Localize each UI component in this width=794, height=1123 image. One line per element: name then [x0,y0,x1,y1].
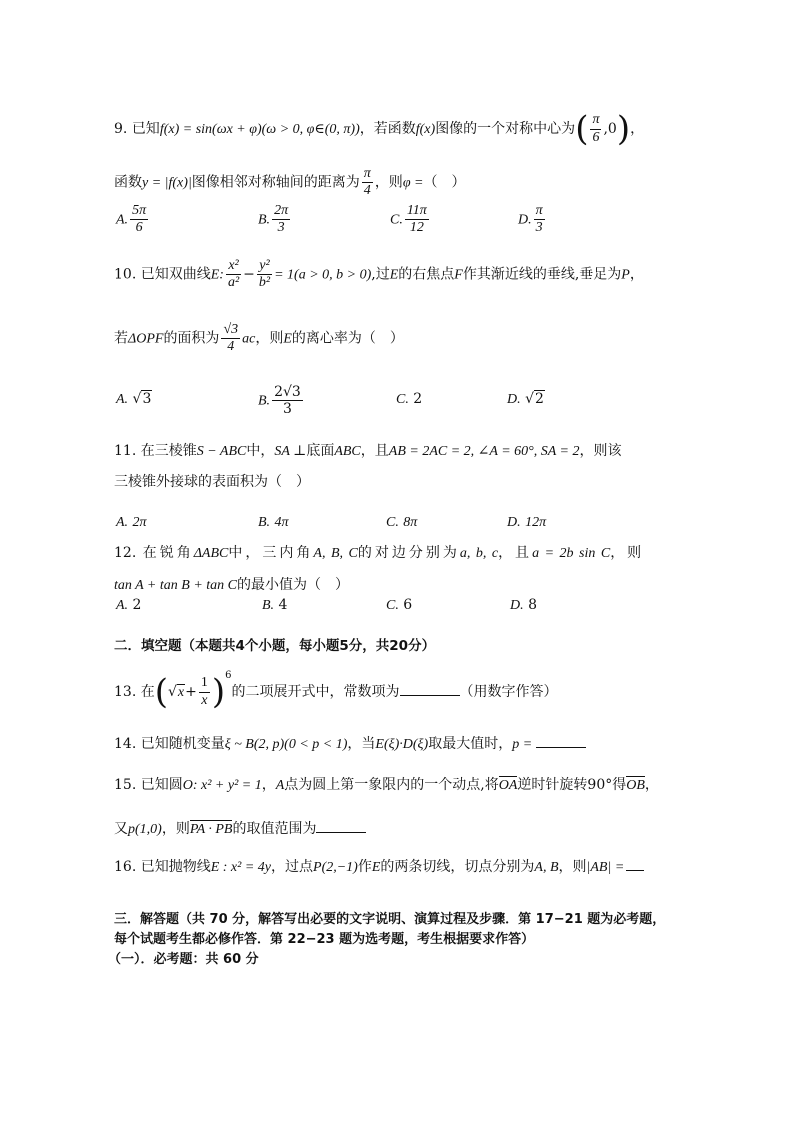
option-label: A. [116,515,129,530]
q9-line2 [114,166,466,199]
q12-option-b [262,598,287,613]
q14-text: 取最大值时， [428,736,513,752]
var-e: E [371,860,381,875]
q10-y-fraction [257,258,272,291]
q9-number: 9. [114,121,128,137]
exponent: 6 [225,670,232,681]
q12-option-c [386,598,412,613]
var-f: F [454,267,463,283]
binomial-dist: ξ ~ B(2, p)(0 < p < 1) [224,737,348,752]
q12-line2 [114,578,349,593]
q11-option-d [507,515,546,530]
q15-text: ， [644,777,659,793]
q13-answer-blank[interactable] [400,683,460,696]
option-value: 4 [278,597,288,613]
q10-option-c [396,392,422,407]
option-fraction [405,203,429,236]
q15-line2 [114,820,366,837]
var-p: P [621,267,630,283]
denominator: x [201,692,208,708]
q14-text: 已知随机变量 [140,736,225,752]
option-value: 6 [403,597,413,613]
numerator: π [590,112,601,129]
option-value: 2π [132,515,147,530]
section3-line3: （一）．必考题：共 60 分 [108,952,259,967]
degree-90: 90° [587,777,613,793]
denominator: 3 [277,220,285,236]
q10-text: ， [629,266,644,283]
option-label: A. [116,392,129,407]
q12-option-d [510,598,537,613]
q10-text: 的离心率为（ ） [291,330,404,347]
q12-text: ，则 [610,545,645,561]
q9-option-c [390,203,431,236]
q16-number: 16. [114,859,137,875]
option-value: 8 [528,597,537,613]
numerator: 11π [405,203,429,220]
q11-line1 [114,444,622,459]
q13-text: 在 [140,684,155,700]
q12-text: 的最小值为（ ） [237,577,349,593]
q15-number: 15. [114,777,137,793]
q11-text: 底面 [306,443,335,459]
q9-fx: f(x) [415,122,436,137]
numerator: √3 [221,322,240,339]
var-e: E [283,331,292,347]
q15-text: 得 [612,777,627,793]
numerator: y² [257,258,272,275]
numerator: 2√3 [274,384,301,400]
tan-sum: tan A + tan B + tan C [114,578,237,593]
q12-condition: a = 2b sin C [532,546,611,561]
points-ab: A, B [534,860,559,875]
length-ab: |AB| = [586,860,625,875]
q10-x-fraction [226,258,241,291]
q9-function: f(x) = sin(ωx + φ)(ω > 0, φ∈(0, π)) [159,122,360,137]
option-fraction [534,203,545,236]
q11-text: ，且 [360,443,389,459]
section2-title: 二．填空题（本题共4个小题，每小题5分，共20分） [114,638,436,654]
option-fraction [272,203,290,236]
right-paren: ) [616,109,631,149]
option-value: 2 [132,597,142,613]
dot-product: PA · PB [189,822,233,837]
q14-number: 14. [114,736,137,752]
q11-option-b [258,515,289,530]
q11-text: 在三棱锥 [140,443,197,459]
option-label: A. [116,598,129,613]
sqrt-x: x [177,685,185,700]
option-label: B. [258,393,271,409]
var-a: A [275,778,285,793]
q9-option-d [518,203,547,236]
q10-condition: = 1(a > 0, b > 0) [274,267,372,283]
q10-line1 [114,258,644,291]
q11-option-a [116,515,147,530]
option-label: A. [116,212,129,228]
q11-condition: AB = 2AC = 2, ∠A = 60°, SA = 2 [388,444,580,459]
circle-eq: O: x² + y² = 1 [182,778,262,793]
q9-text: 函数 [114,174,142,191]
q16-text: 的两条切线，切点分别为 [380,859,535,875]
denominator: 4 [363,183,371,199]
var-e: E: [210,267,224,283]
q9-text: ， [630,121,645,137]
expectation-variance: E(ξ)·D(ξ) [375,737,429,752]
option-label: D. [518,212,532,228]
right-paren: ) [211,672,226,712]
q10-text: ,过 [371,266,390,283]
q11-text: ，则该 [579,443,622,459]
numerator: π [362,166,373,183]
q9-text: 图像相邻对称轴间的距离为 [191,174,360,191]
option-value: 12π [525,515,547,530]
pyramid: S − ABC [196,444,247,459]
q15-text: ，则 [161,821,190,837]
q12-line1 [114,546,644,561]
q13-number: 13. [114,684,137,700]
q13-line: 13. 在(√x+ $\frac{1}{x}$ )$^6$的二项展开式中，常数项为 （用数字作答） [114,670,558,712]
q14-line [114,735,586,752]
q15-text: ， [261,777,276,793]
plus-sign: + [185,684,197,700]
q10-text: 作其渐近线的垂线,垂足为 [462,266,622,283]
q10-option-b [258,384,305,417]
section3-line2: 每个试题考生都必修作答．第 22−23 题为选考题，考生根据要求作答） [114,932,535,947]
numerator: 2π [272,203,290,220]
q9-center-fraction [590,112,601,145]
option-label: C. [386,515,399,530]
option-value: 3 [142,391,152,407]
q11-text: 中， [246,443,275,459]
q9-text: ，则 [374,174,403,191]
option-value: 8π [403,515,418,530]
q10-option-d: D. √2 [507,391,544,407]
q10-text: 若 [114,330,128,347]
q13-text: 的二项展开式中，常数项为 [231,684,400,700]
triangle-opf: ΔOPF [128,331,164,347]
option-label: D. [510,598,524,613]
q10-text: 的右焦点 [398,266,455,283]
q15-text: 已知圆 [140,777,183,793]
q10-line2 [114,322,404,355]
q14-answer-blank[interactable] [536,735,586,748]
q9-line1 [114,109,645,149]
vector-oa: OA [498,778,518,793]
minus-sign: − [243,266,255,283]
numerator: 5π [130,203,148,220]
q12-text: ，且 [498,545,533,561]
denominator: b² [258,275,271,291]
triangle-abc: ΔABC [193,546,229,561]
base-abc: ABC [334,444,361,459]
q15-text: 点为圆上第一象限内的一个动点,将 [284,777,499,793]
option-fraction [272,384,303,417]
q10-number: 10. [114,266,137,283]
option-label: B. [258,515,271,530]
q9-text: 图像的一个对称中心为 [435,121,576,137]
q16-text: ，过点 [271,859,314,875]
q16-text: 作 [357,859,372,875]
numerator: 1 [199,675,210,692]
var-p: p = [512,737,533,752]
parabola-eq: E : x² = 4y [210,860,272,875]
q16-text: ，则 [558,859,587,875]
sides: a, b, c [459,546,499,561]
var-e: E [389,267,399,283]
q16-line [114,858,644,875]
denominator: 6 [592,129,600,145]
option-label: D. [507,515,521,530]
q9-option-a [116,203,150,236]
numerator: x² [226,258,241,275]
q16-answer-blank[interactable] [626,858,644,871]
q16-text: 已知抛物线 [140,859,211,875]
one-over-x [199,675,210,708]
option-fraction [130,203,148,236]
perpendicular: SA ⊥ [274,444,307,459]
left-paren: ( [575,109,589,149]
denominator: 4 [227,339,235,355]
option-label: D. [507,392,521,407]
option-label: C. [396,392,409,407]
q11-number: 11. [114,443,137,459]
q9-text: ，若函数 [359,121,416,137]
q9-abs-function: y = |f(x)| [142,175,192,191]
q12-text: 中，三内角 [228,545,314,561]
q9-option-b [258,203,292,236]
answer-paren: （ ） [423,174,466,191]
point-p: p(1,0) [128,822,162,837]
q10-text: 已知双曲线 [140,266,211,283]
q15-line1 [114,778,659,793]
option-value: 2 [535,391,544,407]
var-ac: ac [242,331,256,347]
q9-text: 已知 [131,121,160,137]
section3-line1: 三．解答题（共 70 分，解答写出必要的文字说明、演算过程及步骤．第 17−21 题为必考题， [114,912,666,927]
q12-option-a [116,598,141,613]
q10-text: ，则 [255,330,284,347]
q15-text: 的取值范围为 [232,821,317,837]
q10-area-fraction [221,322,240,355]
q9-phi: φ = [402,175,424,191]
angles: A, B, C [313,546,358,561]
option-label: B. [262,598,275,613]
vector-ob: OB [626,778,645,793]
q12-text: 在锐角 [142,545,194,561]
q11-line2: 三棱锥外接球的表面积为（ ） [114,474,310,490]
q14-text: ，当 [347,736,376,752]
denominator: 3 [535,220,543,236]
left-paren: ( [154,672,168,712]
q15-text: 又 [114,821,128,837]
q10-option-a: A. √3 [116,391,152,407]
denominator: 6 [135,220,143,236]
q15-answer-blank[interactable] [316,820,366,833]
denominator: 3 [282,401,292,418]
option-label: C. [390,212,403,228]
option-value: 2 [413,391,423,407]
q11-option-c [386,515,417,530]
q9-distance-fraction [362,166,373,199]
option-value: 4π [274,515,289,530]
point-p: P(2,−1) [313,860,358,875]
denominator: 12 [409,220,424,236]
option-label: C. [386,598,399,613]
q12-number: 12. [114,545,137,561]
q9-center-tail: ,0 [603,121,617,137]
numerator: π [534,203,545,220]
option-label: B. [258,212,271,228]
q15-text: 逆时针旋转 [517,777,588,793]
denominator: a² [227,275,240,291]
q12-text: 的对边分别为 [357,545,460,561]
q10-text: 的面积为 [163,330,220,347]
q13-text: （用数字作答） [459,684,558,700]
